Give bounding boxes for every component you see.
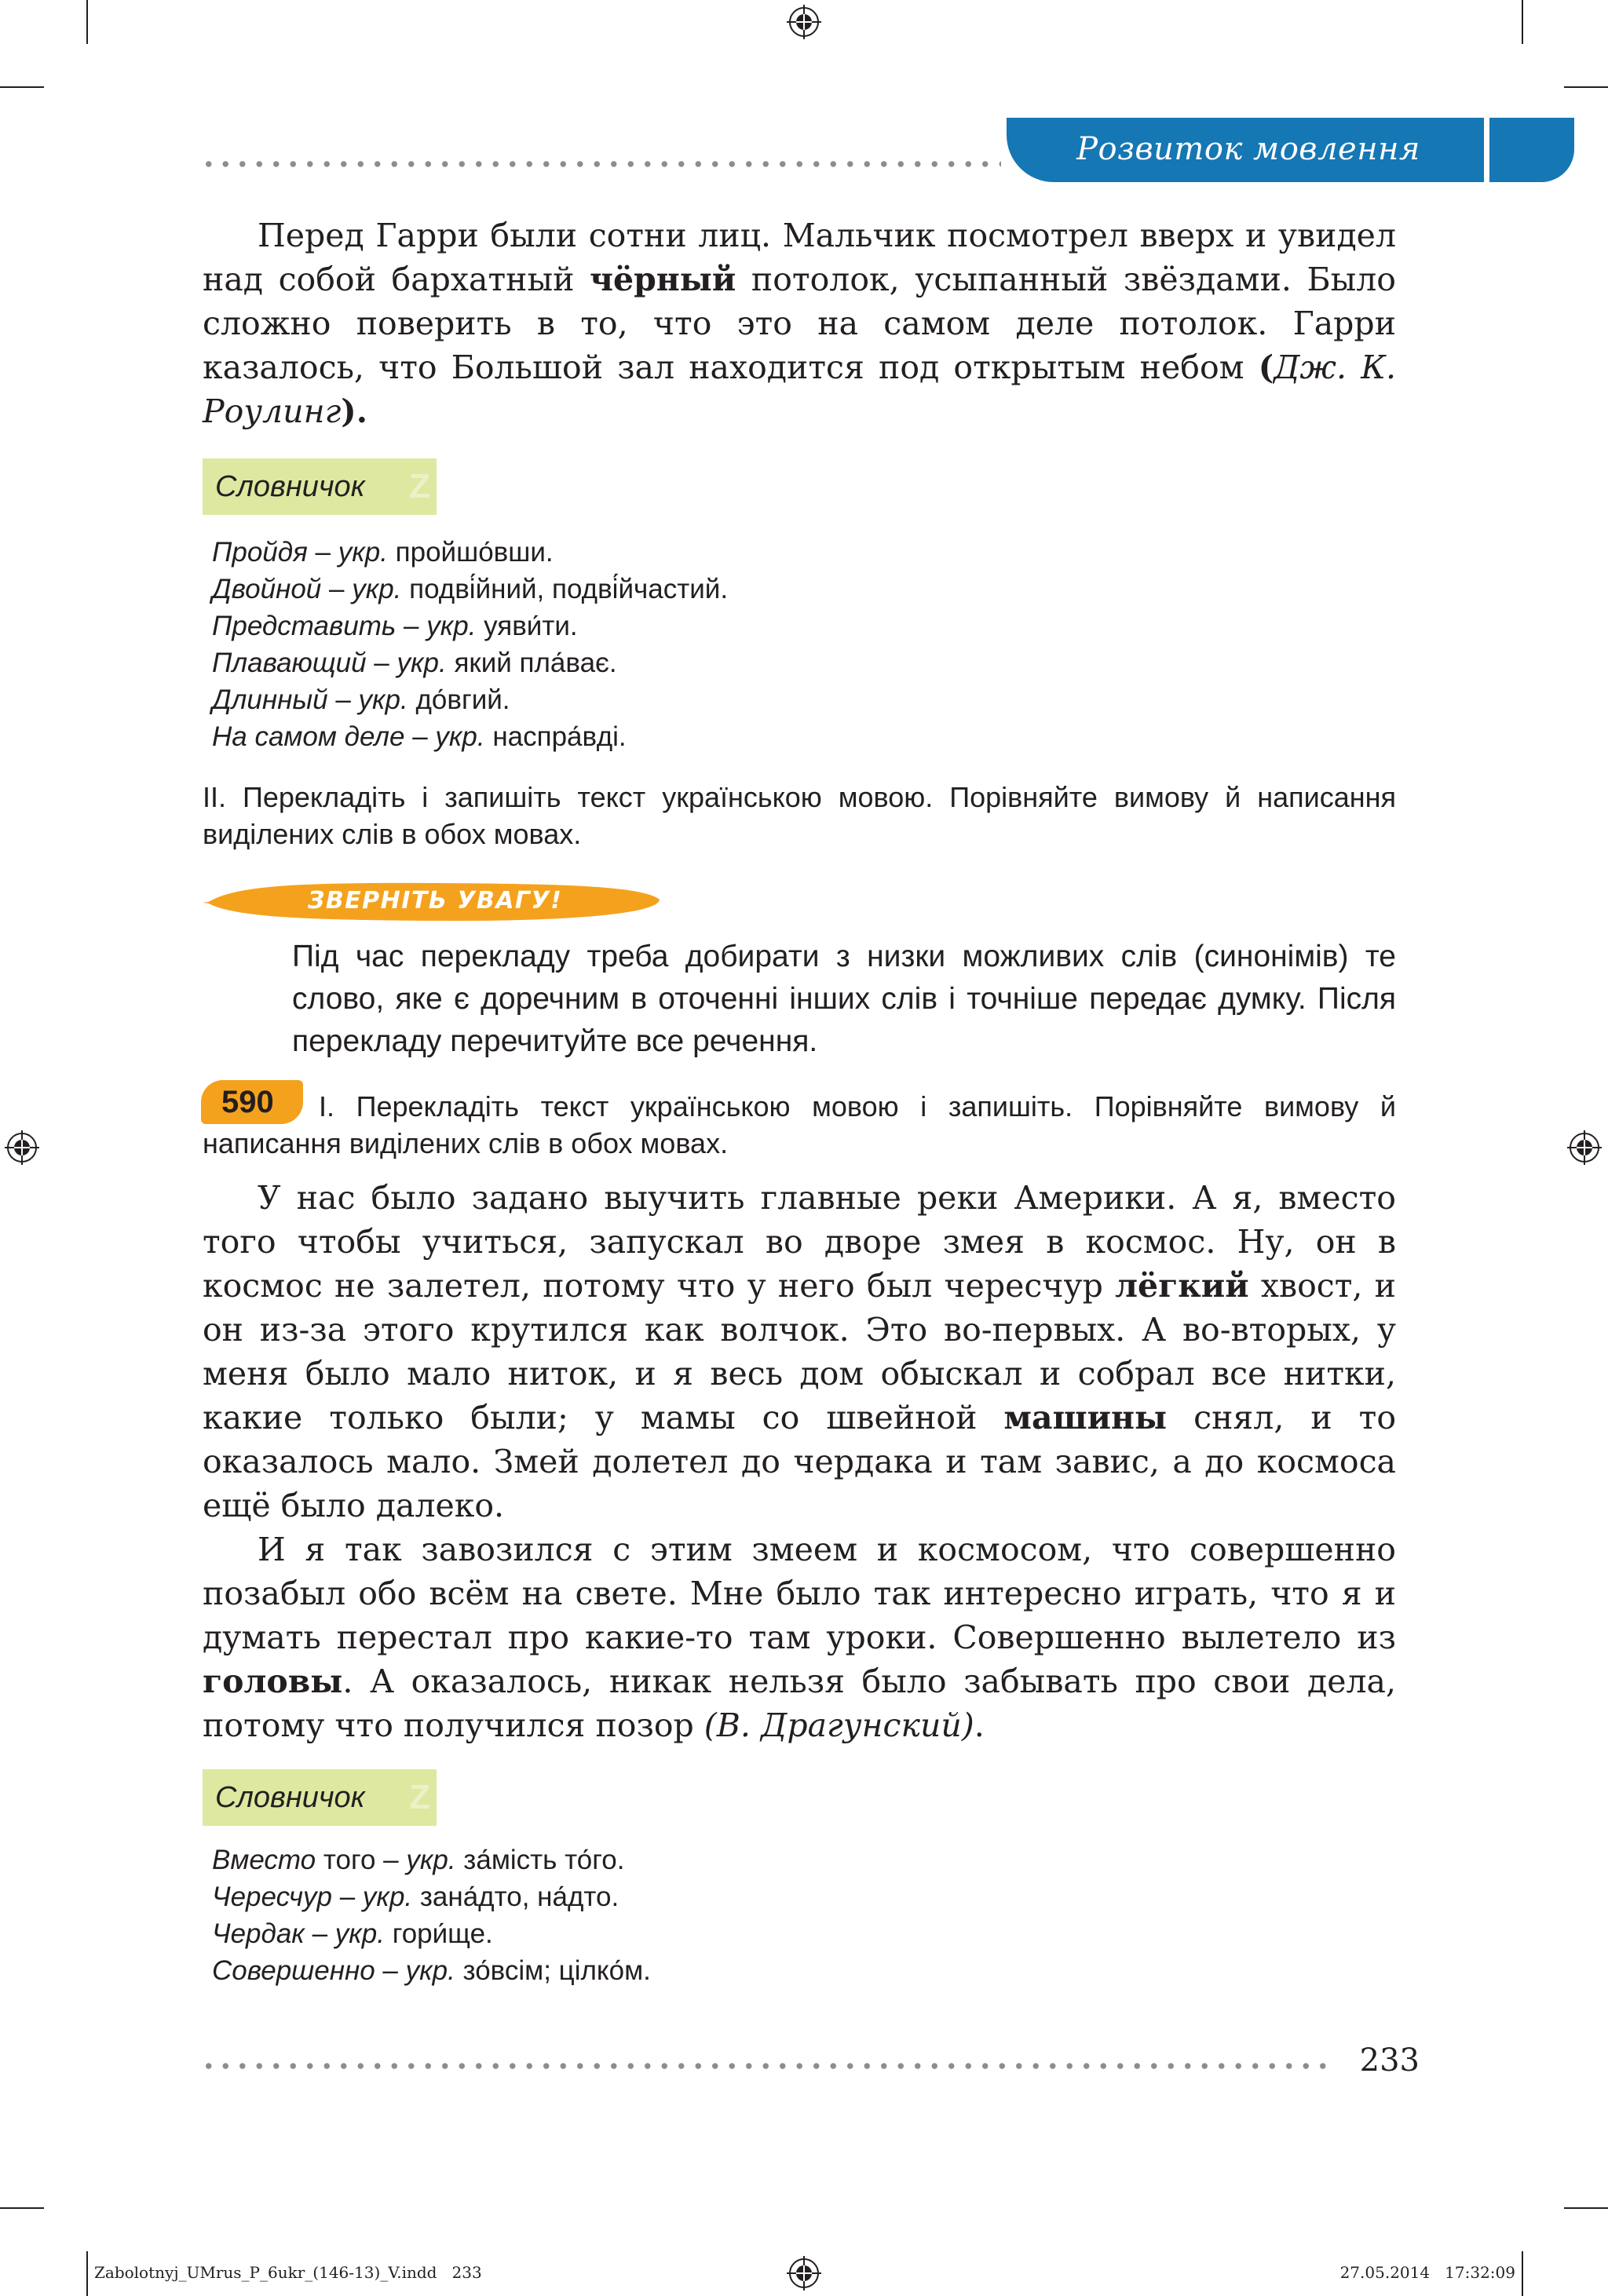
glossary-dash: – <box>327 684 359 715</box>
glossary-term: Представить <box>212 611 397 641</box>
section-header-tab-end <box>1489 118 1574 182</box>
task-instruction: ІІ. Перекладіть і запишіть текст українською мовою. Порівняйте вимову й написання виділених слів в обох мовах. <box>203 781 1396 850</box>
header-dotted-rule <box>200 160 1001 168</box>
glossary-translation: наспра́вді. <box>484 721 627 752</box>
attention-label: ЗВЕРНІТЬ УВАГУ! <box>308 887 563 914</box>
glossary-dash: – <box>375 1845 407 1875</box>
glossary-lang: укр. <box>362 1882 413 1912</box>
glossary-lang: укр. <box>397 648 447 678</box>
attention-text: Під час перекладу треба добирати з низки можливих слів (синонімів) те слово, яке є доречним в оточенні інших слів і точніше передає думку. Після перекладу перечитуйте все речення. <box>292 940 1396 1058</box>
glossary-translation: подві́йний, подві́йчастий. <box>401 574 729 604</box>
crop-mark <box>0 2207 44 2209</box>
glossary-translation: який пла́ває. <box>446 648 617 678</box>
glossary-dash: – <box>304 1918 335 1949</box>
glossary-entry <box>212 534 919 571</box>
crop-mark <box>86 2251 88 2296</box>
glossary-list-2 <box>212 1842 919 1989</box>
highlighted-word: лёгкий <box>1115 1267 1249 1305</box>
glossary-lang: укр. <box>426 611 477 641</box>
glossary-translation: пройшо́вши. <box>387 537 554 568</box>
passage-text: . А оказалось, никак нельзя было забывать про свои дела, потому что получился позор <box>203 1663 1396 1744</box>
glossary-lang: укр. <box>406 1845 456 1875</box>
section-title: Розвиток мовлення <box>1076 131 1420 167</box>
source-bracket: ). <box>341 392 367 430</box>
glossary-term: На самом деле <box>212 721 405 752</box>
crop-mark <box>0 86 44 88</box>
passage-text: снял, и то оказалось мало. Змей долетел до чердака и там завис, а до космоса ещё было далеко. <box>203 1399 1396 1524</box>
glossary-lang: укр. <box>358 684 408 715</box>
glossary-translation: до́вгий. <box>407 684 510 715</box>
crop-mark <box>1522 2251 1523 2296</box>
footer-dotted-rule <box>200 2062 1331 2070</box>
crop-mark <box>1564 2207 1608 2209</box>
glossary-decor-icon: Z <box>409 467 430 506</box>
glossary-term: Плавающий <box>212 648 367 678</box>
glossary-translation: уяви́ти. <box>476 611 578 641</box>
glossary-term: Вместо <box>212 1845 316 1875</box>
registration-mark-icon <box>787 2256 821 2291</box>
glossary-term: Пройдя <box>212 537 308 568</box>
glossary-label-text: Словничок <box>215 1781 365 1814</box>
glossary-entry <box>212 681 919 718</box>
glossary-entry <box>212 1915 919 1952</box>
glossary-entry <box>212 1878 919 1915</box>
glossary-decor-icon: Z <box>409 1778 430 1816</box>
glossary-term: Чердак <box>212 1918 305 1949</box>
glossary-dash: – <box>404 721 436 752</box>
passage-text: . <box>974 1706 985 1744</box>
glossary-dash: – <box>332 1882 363 1912</box>
glossary-dash: – <box>321 574 353 604</box>
glossary-dash: – <box>375 1955 406 1986</box>
glossary-lang: укр. <box>334 1918 385 1949</box>
passage-2 <box>203 1176 1396 1747</box>
crop-mark <box>1522 0 1523 44</box>
glossary-translation: зана́дто, на́дто. <box>412 1882 619 1912</box>
passage-paragraph <box>203 1528 1396 1747</box>
source-author: Дж. К. Роулинг <box>203 349 1396 430</box>
glossary-entry <box>212 644 919 681</box>
glossary-lang: укр. <box>405 1955 455 1986</box>
glossary-translation: гори́ще. <box>384 1918 493 1949</box>
source-bracket: ( <box>1258 349 1274 386</box>
glossary-translation: зо́всім; цілко́м. <box>455 1955 651 1986</box>
highlighted-word: чёрный <box>590 261 736 298</box>
glossary-term: Чересчур <box>212 1882 332 1912</box>
passage-text: И я так завозился с этим змеем и космосом, что совершенно позабыл обо всём на свете. Мне было так интересно играть, что я и думать перестал про какие-то там уроки. Совершенно вылетело из <box>203 1531 1396 1656</box>
glossary-list-1 <box>212 534 919 755</box>
glossary-label <box>203 458 437 515</box>
glossary-entry <box>212 718 919 755</box>
exercise-task: І. Перекладіть текст українською мовою і запишіть. Порівняйте вимову й написання виділених слів в обох мовах. <box>203 1090 1396 1159</box>
glossary-translation: за́мість то́го. <box>455 1845 625 1875</box>
page-number: 233 <box>1359 2042 1420 2079</box>
registration-mark-icon <box>1567 1130 1602 1165</box>
glossary-term: Длинный <box>212 684 328 715</box>
glossary-term: Двойной <box>212 574 322 604</box>
print-slug-date: 27.05.2014 17:32:09 <box>1339 2263 1515 2282</box>
glossary-dash: – <box>366 648 397 678</box>
glossary-term: Совершенно <box>212 1955 375 1986</box>
passage-text: потолок, усыпанный звёздами. Было сложно поверить в то, что это на самом деле потолок. Гарри казалось, что Большой зал находится под открытым небом <box>203 261 1396 386</box>
glossary-dash: – <box>307 537 338 568</box>
glossary-entry <box>212 608 919 644</box>
registration-mark-icon <box>5 1130 39 1165</box>
print-slug-file: Zabolotnyj_UMrus_P_6ukr_(146-13)_V.indd 233 <box>94 2263 482 2282</box>
exercise-number: 590 <box>221 1085 274 1119</box>
source-author: (В. Драгунский) <box>704 1706 974 1744</box>
glossary-entry <box>212 1952 919 1989</box>
passage-1 <box>203 214 1396 433</box>
crop-mark <box>1564 86 1608 88</box>
glossary-lang: укр. <box>338 537 388 568</box>
passage-text: хвост, и он из-за этого крутился как волчок. Это во-первых. А во-вторых, у меня было мало ниток, и я весь дом обыскал и собрал все нитки, какие только были; у мамы со швейной <box>203 1267 1396 1436</box>
glossary-lang: укр. <box>435 721 485 752</box>
glossary-lang: укр. <box>352 574 402 604</box>
highlighted-word: головы <box>203 1663 343 1700</box>
crop-mark <box>86 0 88 44</box>
passage-paragraph <box>203 1176 1396 1528</box>
glossary-label <box>203 1769 437 1826</box>
glossary-term-plain: того <box>316 1845 376 1875</box>
passage-text: У нас было задано выучить главные реки Америки. А я, вместо того чтобы учиться, запускал во дворе змея в космос. Ну, он в космос не залетел, потому что у него был чересчур <box>203 1179 1396 1305</box>
registration-mark-icon <box>787 5 821 39</box>
glossary-dash: – <box>396 611 427 641</box>
highlighted-word: машины <box>1003 1399 1168 1436</box>
glossary-label-text: Словничок <box>215 470 365 503</box>
glossary-entry <box>212 571 919 608</box>
glossary-entry <box>212 1842 919 1878</box>
passage-text: Перед Гарри были сотни лиц. Мальчик посмотрел вверх и увидел над собой бархатный <box>203 217 1396 298</box>
